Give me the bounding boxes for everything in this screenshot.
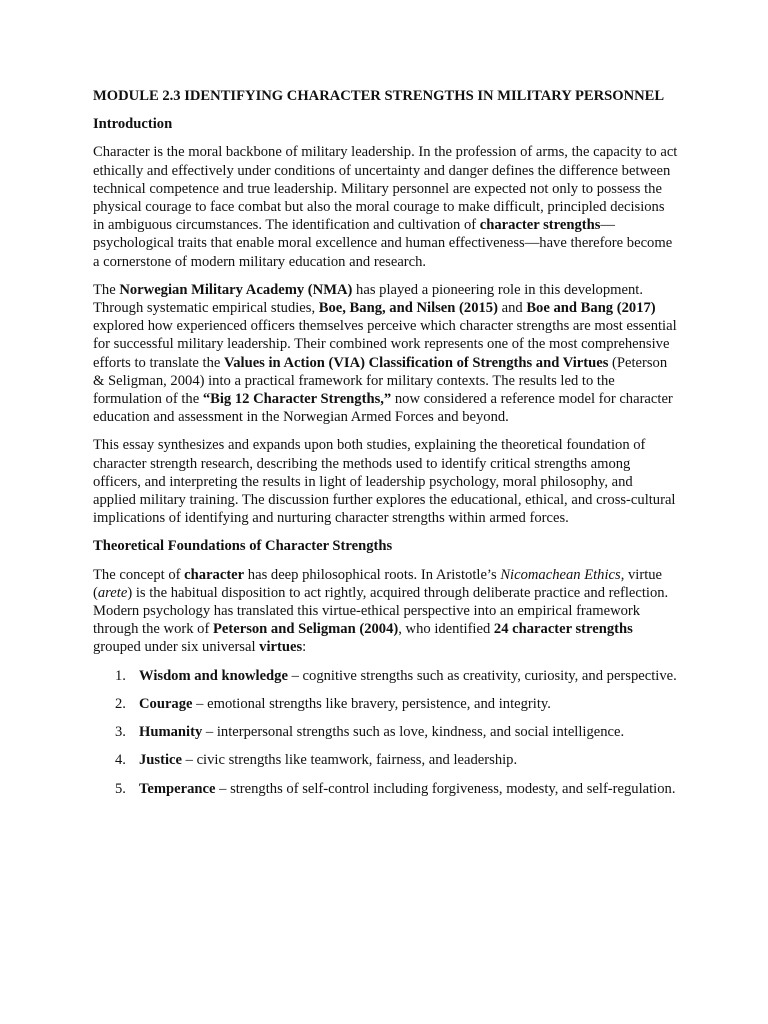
virtue-term: Temperance <box>139 780 216 797</box>
bold-term: “Big 12 Character Strengths,” <box>202 391 392 408</box>
virtue-description: – emotional strengths like bravery, persistence, and integrity. <box>192 695 551 712</box>
virtue-description: – cognitive strengths such as creativity, curiosity, and perspective. <box>287 667 677 684</box>
bold-term: Boe and Bang (2017) <box>526 300 656 317</box>
italic-term: Nicomachean Ethics <box>500 566 621 583</box>
virtue-description: – civic strengths like teamwork, fairness, and leadership. <box>181 752 518 769</box>
paragraph <box>93 143 678 270</box>
virtue-list-item <box>93 780 678 798</box>
text-run: , who identified <box>398 621 494 638</box>
document-page <box>93 87 678 808</box>
virtue-term: Justice <box>139 752 182 769</box>
text-run: The concept of <box>93 566 185 583</box>
section-heading: Theoretical Foundations of Character Strengths <box>93 538 393 555</box>
bold-term: character strengths <box>479 217 601 234</box>
text-run: and <box>497 300 527 317</box>
text-run: explored how experienced officers themselves perceive which character strengths are most essential for successful military leadership. Their combined work represents one of the most comprehensive efforts to translate the <box>93 318 677 371</box>
virtue-list-item <box>93 695 678 713</box>
text-run: The <box>93 281 120 298</box>
paragraph <box>93 566 678 657</box>
bold-term: Boe, Bang, and Nilsen (2015) <box>318 300 498 317</box>
bold-term: Norwegian Military Academy (NMA) <box>119 281 353 298</box>
text-run: (Peterson & Seligman, 2004) into a practical framework for military contexts. The results led to the formulation of the <box>93 354 668 408</box>
text-run: now considered a reference model for character education and assessment in the Norwegian Armed Forces and beyond. <box>93 391 673 426</box>
text-run: has deep philosophical roots. In Aristotle’s <box>244 566 501 583</box>
list-number: 5. <box>115 780 126 797</box>
virtue-list-item <box>93 751 678 769</box>
virtue-description: – strengths of self-control including forgiveness, modesty, and self-regulation. <box>215 780 676 797</box>
document-body <box>93 115 678 656</box>
bold-term: character <box>184 566 245 583</box>
virtue-term: Courage <box>139 695 193 712</box>
italic-term: arete <box>97 584 128 601</box>
list-number: 3. <box>115 724 126 741</box>
paragraph <box>93 281 678 427</box>
text-run: ) is the habitual disposition to act rightly, acquired through deliberate practice and reflection. Modern psychology has translated this virtue-ethical perspective into an empirical framework through the work of <box>93 584 669 638</box>
virtues-list <box>93 667 678 798</box>
paragraph <box>93 436 678 527</box>
virtue-term: Humanity <box>139 724 203 741</box>
bold-term: 24 character strengths <box>493 621 633 638</box>
text-run: This essay synthesizes and expands upon both studies, explaining the theoretical foundation of character strength research, describing the methods used to identify critical strengths among officers, and interpreting the results in light of leadership psychology, moral philosophy, and applied military training. The discussion further explores the educational, ethical, and cross-cultural implications of identifying and nurturing character strengths within armed forces. <box>93 437 676 527</box>
list-number: 4. <box>115 752 126 769</box>
list-number: 2. <box>115 695 126 712</box>
text-run: Character is the moral backbone of military leadership. In the profession of arms, the capacity to act ethically and effectively under conditions of uncertainty and danger defines the difference between technical competence and true leadership. Military personnel are expected not only to possess the physical courage to face combat but also the moral courage to make difficult, principled decisions in ambiguous circumstances. The identification and cultivation of <box>93 144 678 234</box>
text-run: —psychological traits that enable moral excellence and human effectiveness—have therefore become a cornerstone of modern military education and research. <box>93 217 673 270</box>
text-run: has played a pioneering role in this development. Through systematic empirical studies, <box>93 281 643 317</box>
text-run: : <box>302 639 307 656</box>
list-number: 1. <box>115 667 126 684</box>
text-run: , virtue ( <box>93 566 663 601</box>
bold-term: Peterson and Seligman (2004) <box>212 621 399 638</box>
text-run: grouped under six universal <box>93 639 260 656</box>
virtue-description: – interpersonal strengths such as love, kindness, and social intelligence. <box>202 724 625 741</box>
document-title: MODULE 2.3 IDENTIFYING CHARACTER STRENGTHS IN MILITARY PERSONNEL <box>93 88 665 104</box>
virtue-term: Wisdom and knowledge <box>139 667 288 684</box>
bold-term: Values in Action (VIA) Classification of Strengths and Virtues <box>224 354 609 371</box>
section-heading: Introduction <box>93 116 173 133</box>
virtue-list-item <box>93 723 678 741</box>
virtue-list-item <box>93 667 678 685</box>
bold-term: virtues <box>259 639 303 656</box>
